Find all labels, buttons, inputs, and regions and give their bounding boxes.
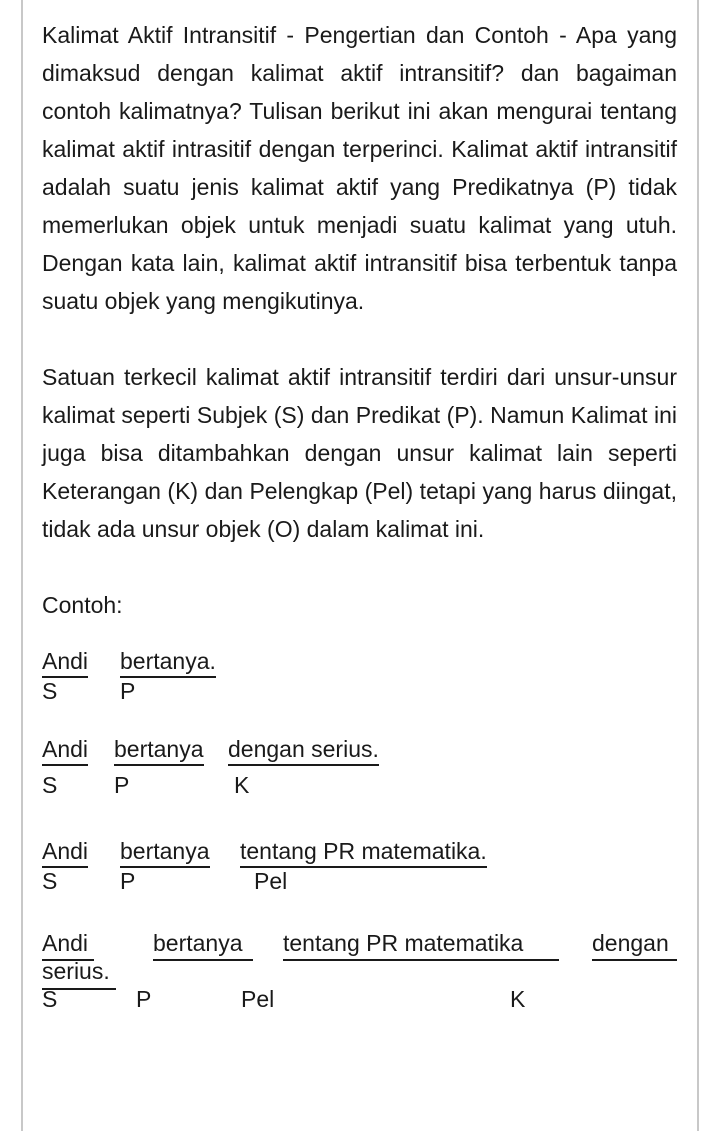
paragraph-intro: Kalimat Aktif Intransitif - Pengertian dan Contoh - Apa yang dimaksud dengan kalimat aktif intransitif? dan bagaiman contoh kalimatnya? Tulisan berikut ini akan mengurai tentang kalimat aktif intrasitif dengan terperinci. Kalimat aktif intransitif adalah suatu jenis kalimat aktif yang Predikatnya (P) tidak memerlukan objek untuk menjadi suatu kalimat yang utuh. Dengan kata lain, kalimat aktif intransitif bisa terbentuk tanpa suatu objek yang mengikutinya. [42, 22, 677, 314]
part-word: Andi [42, 648, 89, 674]
sentence-part [120, 836, 210, 894]
part-word: bertanya [153, 930, 243, 956]
part-tag: P [114, 772, 130, 798]
sentence-part [228, 734, 379, 804]
article-body [42, 16, 677, 1038]
sentence-part [42, 734, 88, 804]
part-tag: K [510, 986, 526, 1012]
sentence-part [120, 646, 216, 704]
part-tag: S [42, 986, 58, 1012]
part-tag: Pel [254, 868, 288, 894]
part-word: Andi [42, 930, 89, 956]
sentence-part [42, 836, 88, 894]
part-word: bertanya. [120, 648, 216, 674]
right-border [697, 0, 699, 1131]
part-word: Andi [42, 736, 89, 762]
part-word: tentang PR matematika. [240, 838, 487, 864]
example-sentence-4 [42, 928, 677, 1038]
sentence-part [240, 836, 487, 894]
part-word: bertanya [120, 838, 210, 864]
part-tag: S [42, 772, 58, 798]
example-sentence-2 [42, 734, 677, 798]
part-underline [283, 959, 559, 961]
part-tag: S [42, 868, 58, 894]
sentence-part [114, 734, 204, 804]
left-border [21, 0, 23, 1131]
example-sentence-3 [42, 836, 677, 896]
part-word: Andi [42, 838, 89, 864]
part-tag: P [136, 986, 152, 1012]
part-underline [153, 959, 253, 961]
example-sentence-1 [42, 646, 677, 706]
part-word: tentang PR matematika [283, 930, 524, 956]
part-word: dengan [592, 930, 669, 956]
part-word: dengan serius. [228, 736, 379, 762]
part-word: serius. [42, 958, 110, 984]
part-word: bertanya [114, 736, 204, 762]
part-tag: P [120, 678, 136, 704]
part-tag: K [234, 772, 250, 798]
sentence-part [42, 646, 88, 704]
part-tag: Pel [241, 986, 275, 1012]
part-tag: P [120, 868, 136, 894]
example-label: Contoh: [42, 592, 123, 618]
part-tag: S [42, 678, 58, 704]
paragraph-elements: Satuan terkecil kalimat aktif intransitif terdiri dari unsur-unsur kalimat seperti Subjek (S) dan Predikat (P). Namun Kalimat ini juga bisa ditambahkan dengan unsur kalimat lain seperti Keterangan (K) dan Pelengkap (Pel) tetapi yang harus diingat, tidak ada unsur objek (O) dalam kalimat ini. [42, 364, 677, 542]
part-underline [592, 959, 677, 961]
